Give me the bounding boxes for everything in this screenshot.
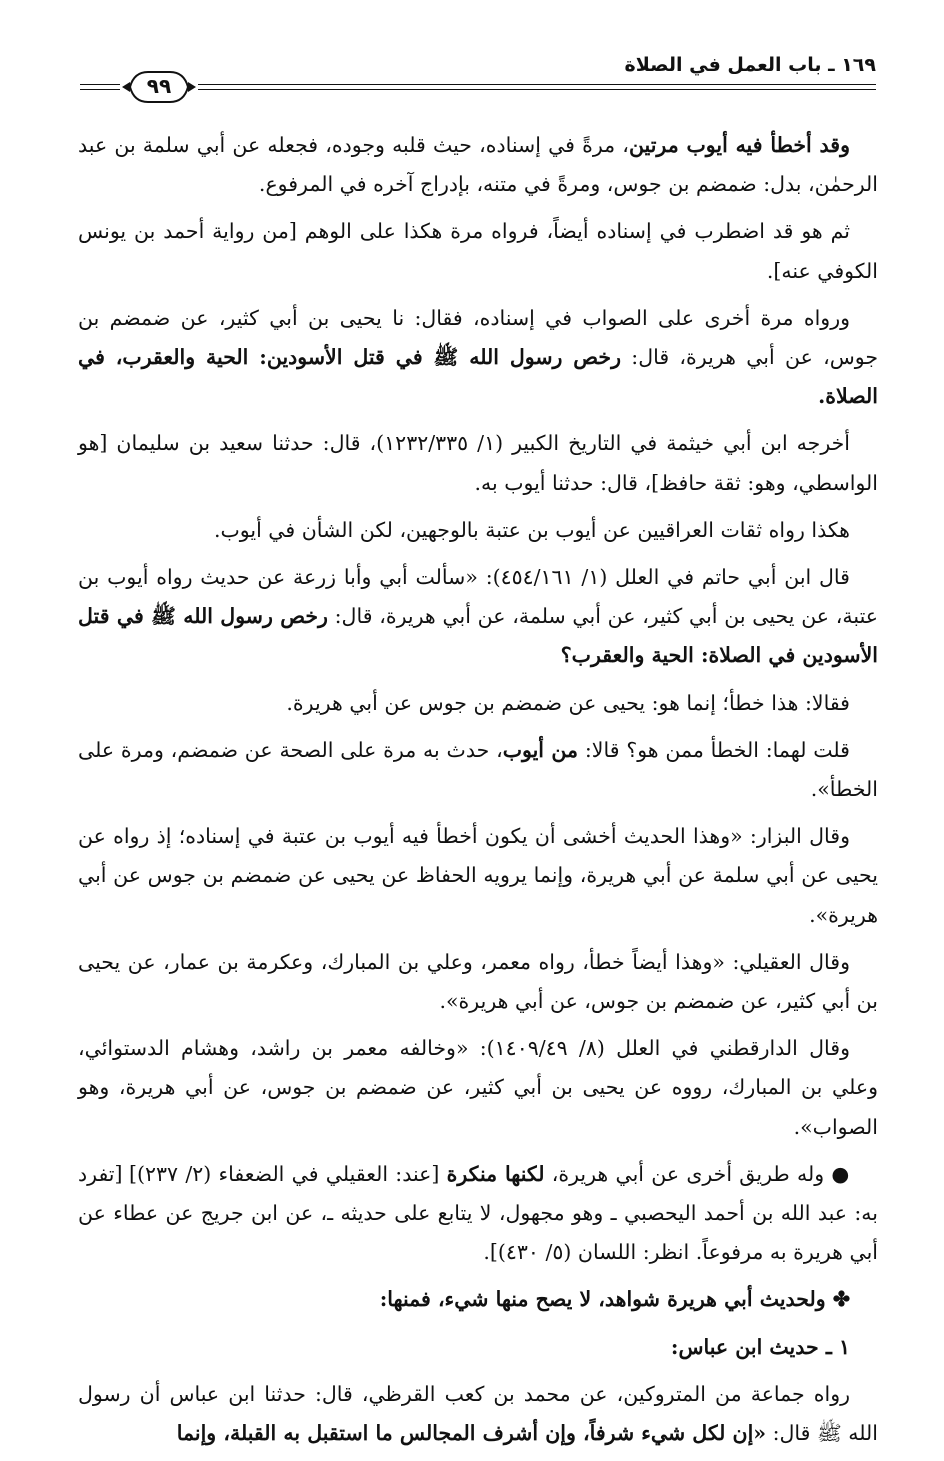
text-run: ورواه مرة أخرى على الصواب في إسناده، فقال: نا يحيى بن أبي كثير، عن ضمضم بن جوس، عن أبي هريرة، قال: xyxy=(78,305,878,370)
page-header xyxy=(80,50,876,110)
text-run: وقال العقيلي: «وهذا أيضاً خطأ، رواه معمر، وعلي بن المبارك، وعكرمة بن عمار، عن يحيى بن أبي كثير، عن ضمضم بن جوس، عن أبي هريرة». xyxy=(78,949,878,1014)
text-run: قلت لهما: الخطأ ممن هو؟ قالا: xyxy=(578,737,850,762)
bold-text: من أيوب xyxy=(502,737,579,762)
bold-text: «إن لكل شيء شرفاً، وإن أشرف المجالس ما استقبل به القبلة، وإنما xyxy=(176,1421,767,1446)
paragraph xyxy=(78,1280,878,1319)
bold-text: لكنها منكرة xyxy=(446,1161,545,1186)
paragraph xyxy=(78,299,878,417)
paragraph xyxy=(78,731,878,809)
text-run: ثم هو قد اضطرب في إسناده أيضاً، فرواه مرة هكذا على الوهم [من رواية أحمد بن يونس الكوفي عنه]. xyxy=(78,219,878,283)
paragraph xyxy=(78,511,878,550)
bold-text: وقد أخطأ فيه أيوب مرتين xyxy=(628,133,850,157)
text-run: ● وله طريق أخرى عن أبي هريرة، xyxy=(544,1161,850,1186)
text-run: فقالا: هذا خطأ؛ إنما هو: يحيى عن ضمضم بن جوس عن أبي هريرة. xyxy=(286,690,850,715)
bold-text: رخص رسول الله ﷺ في قتل الأسودين: الحية والعقرب، في الصلاة. xyxy=(78,345,878,409)
page-number-badge xyxy=(120,68,198,106)
text-run: قال ابن أبي حاتم في العلل (١/ ٤٥٤/١٦١): «سألت أبي وأبا زرعة عن حديث رواه أيوب بن عتبة، عن يحيى بن أبي كثير، عن أبي سلمة، عن أبي هريرة، قال: xyxy=(78,565,878,629)
paragraph xyxy=(78,424,878,502)
paragraph xyxy=(78,817,878,935)
page-body xyxy=(78,126,878,1461)
paragraph xyxy=(78,212,878,290)
text-run: وقال الدارقطني في العلل (٨/ ١٤٠٩/٤٩): «وخالفه معمر بن راشد، وهشام الدستوائي، وعلي بن المبارك، رووه عن يحيى بن أبي كثير، عن ضمضم بن جوس، عن أبي هريرة، وهو الصواب». xyxy=(78,1036,878,1139)
paragraph xyxy=(78,1155,878,1273)
paragraph xyxy=(78,684,878,723)
header-rule xyxy=(80,84,120,85)
text-run: ، مرةً في إسناده، حيث قلبه وجوده، فجعله عن أبي سلمة بن عبد الرحمٰن، بدل: ضمضم بن جوس، ومرةً في متنه، بإدراج آخره في المرفوع. xyxy=(78,133,878,197)
bold-text: ✤ ولحديث أبي هريرة شواهد، لا يصح منها شيء، فمنها: xyxy=(379,1287,850,1312)
paragraph xyxy=(78,943,878,1021)
paragraph xyxy=(78,558,878,676)
paragraph xyxy=(78,1029,878,1147)
paragraph xyxy=(78,126,878,204)
chapter-title: ١٦٩ ـ باب العمل في الصلاة xyxy=(624,54,876,76)
paragraph xyxy=(78,1328,878,1367)
text-run: ، حدث به مرة على الصحة عن ضمضم، ومرة على الخطأ». xyxy=(78,737,878,802)
text-run: أخرجه ابن أبي خيثمة في التاريخ الكبير (١/ ١٢٣٢/٣٣٥)، قال: حدثنا سعيد بن سليمان [هو الواسطي، وهو: ثقة حافظ]، قال: حدثنا أيوب به. xyxy=(78,431,878,495)
header-rule xyxy=(198,84,876,85)
text-run: رواه جماعة من المتروكين، عن محمد بن كعب القرظي، قال: حدثنا ابن عباس أن رسول الله ﷺ قال: xyxy=(78,1381,878,1446)
page-number: ٩٩ xyxy=(146,74,172,98)
text-run: هكذا رواه ثقات العراقيين عن أيوب بن عتبة بالوجهين، لكن الشأن في أيوب. xyxy=(213,517,850,542)
header-rule xyxy=(198,89,876,90)
header-rule xyxy=(80,89,120,90)
text-run: [عند: العقيلي في الضعفاء (٢/ ٢٣٧)] [تفرد به: عبد الله بن أحمد اليحصبي ـ وهو مجهول، لا يتابع على حديثه ـ، عن ابن جريج عن عطاء عن أبي هريرة به مرفوعاً. انظر: اللسان (٥/ ٤٣٠)]. xyxy=(78,1161,878,1265)
text-run: وقال البزار: «وهذا الحديث أخشى أن يكون أخطأ فيه أيوب بن عتبة في إسناده؛ إذ رواه عن يحيى عن أبي سلمة عن أبي هريرة، وإنما يرويه الحفاظ عن يحيى عن ضمضم بن جوس عن أبي هريرة». xyxy=(78,824,878,927)
bold-text: ١ ـ حديث ابن عباس: xyxy=(670,1334,850,1359)
bold-text: رخص رسول الله ﷺ في قتل الأسودين في الصلاة: الحية والعقرب؟ xyxy=(78,604,878,668)
paragraph xyxy=(78,1375,878,1453)
